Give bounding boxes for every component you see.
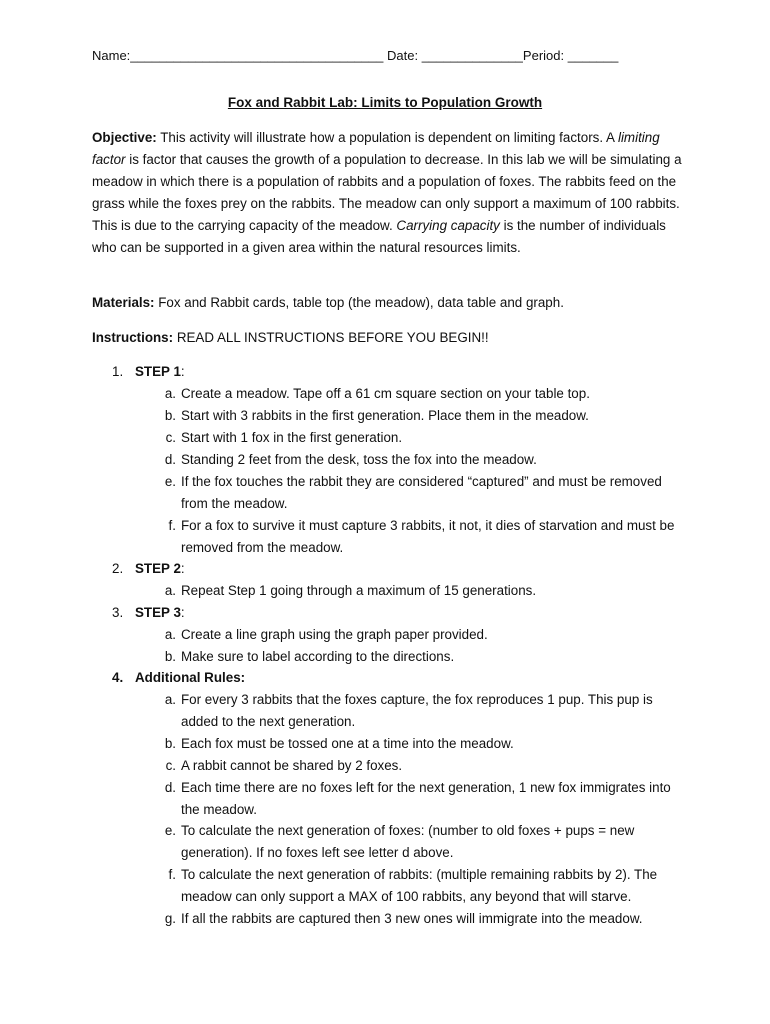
list-item: For a fox to survive it must capture 3 rabbits, it not, it dies of starvation and must be removed from the meadow. [181,518,675,555]
objective-text-2: is factor that causes the growth of a population to decrease. In this lab we will be simulating a meadow in which there is a population of rabbits and a population of foxes. The rabbits feed on the grass while the foxes prey on the rabbits. The meadow can only support a maximum of 100 rabbits. This is due to the carrying capacity of the meadow. [92,152,682,233]
list-item: Create a line graph using the graph paper provided. [181,627,488,642]
item-letter: d. [164,452,176,467]
item-letter: a. [164,692,176,707]
list-item: Standing 2 feet from the desk, toss the fox into the meadow. [181,452,537,467]
header-line [92,48,618,63]
list-item: Start with 3 rabbits in the first generation. Place them in the meadow. [181,408,589,423]
materials-paragraph [92,292,682,314]
list-item: Repeat Step 1 going through a maximum of 15 generations. [181,583,537,598]
objective-label: Objective: [92,130,157,145]
item-letter: b. [164,408,176,423]
step-number: 2. [112,561,124,576]
name-label: Name: [92,48,131,63]
materials-label: Materials: [92,295,155,310]
item-letter: d. [164,780,176,795]
step-heading: STEP 2: [135,561,185,576]
list-item: To calculate the next generation of rabbits: (multiple remaining rabbits by 2). The meadow can only support a MAX of 100 rabbits, any beyond that will starve. [181,867,658,904]
list-item: If all the rabbits are captured then 3 new ones will immigrate into the meadow. [181,911,643,926]
list-item: For every 3 rabbits that the foxes capture, the fox reproduces 1 pup. This pup is added to the next generation. [181,692,653,729]
step-heading: Additional Rules: [135,670,246,685]
list-item: Each time there are no foxes left for the next generation, 1 new fox immigrates into the meadow. [181,780,671,817]
objective-text-1: This activity will illustrate how a population is dependent on limiting factors. A [156,130,618,145]
step-number: 3. [112,605,124,620]
item-letter: f. [168,518,176,533]
name-blank: ___________________________________ [130,48,384,63]
item-letter: a. [164,583,176,598]
objective-term-carrying-capacity: Carrying capacity [396,218,500,233]
list-item: If the fox touches the rabbit they are considered “captured” and must be removed from the meadow. [181,474,662,511]
step-number: 4. [112,670,124,685]
item-letter: b. [164,649,176,664]
item-letter: e. [164,823,176,838]
objective-text-3: is the number of individuals who can be supported in a given area within the natural resources limits. [92,218,666,255]
instructions-paragraph [92,327,682,349]
list-item: Create a meadow. Tape off a 61 cm square section on your table top. [181,386,590,401]
date-blank: ______________ [421,48,523,63]
item-letter: g. [164,911,176,926]
item-letter: b. [164,736,176,751]
page-title: Fox and Rabbit Lab: Limits to Population Growth [227,95,543,110]
list-item: Start with 1 fox in the first generation. [181,430,403,445]
step-heading: STEP 3: [135,605,185,620]
step-heading: STEP 1: [135,364,185,379]
item-letter: c. [165,430,176,445]
materials-text: Fox and Rabbit cards, table top (the meadow), data table and graph. [154,295,564,310]
instructions-text: READ ALL INSTRUCTIONS BEFORE YOU BEGIN!! [173,330,489,345]
item-letter: a. [164,627,176,642]
date-label: Date: [386,48,419,63]
instructions-label: Instructions: [92,330,174,345]
objective-term-limiting-factor: limiting factor [92,130,660,167]
item-letter: a. [164,386,176,401]
period-label: Period: [522,48,565,63]
list-item: Each fox must be tossed one at a time into the meadow. [181,736,514,751]
list-item: A rabbit cannot be shared by 2 foxes. [181,758,403,773]
item-letter: e. [164,474,176,489]
list-item: To calculate the next generation of foxes: (number to old foxes + pups = new generation). If no foxes left see letter d above. [181,823,635,860]
list-item: Make sure to label according to the directions. [181,649,455,664]
period-blank: _______ [567,48,619,63]
objective-paragraph [92,127,682,259]
item-letter: f. [168,867,176,882]
item-letter: c. [165,758,176,773]
step-number: 1. [112,364,124,379]
